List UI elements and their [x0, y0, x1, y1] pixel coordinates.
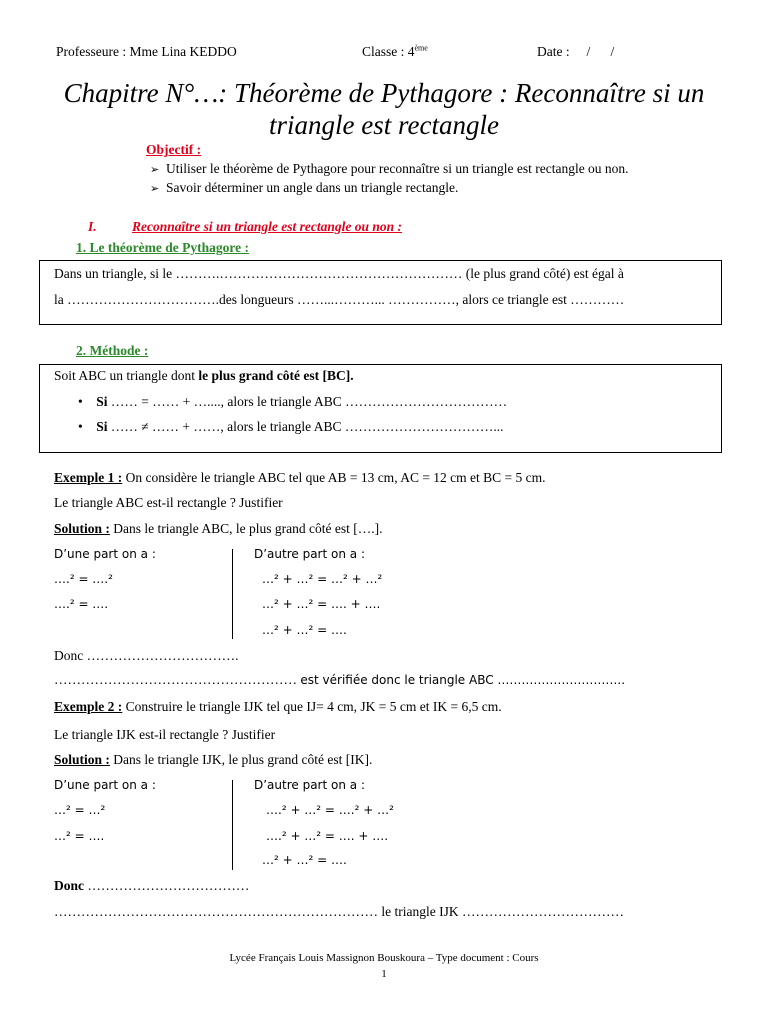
example2-right-line: ….² + …² = …. + ….: [266, 829, 389, 843]
example1-conclusion-dots: ………………………………………………: [54, 672, 301, 687]
example1-right-line: …² + …² = …. + ….: [262, 597, 381, 611]
example2-statement-text: Construire le triangle IJK tel que IJ= 4 cm, JK = 5 cm et IK = 6,5 cm.: [122, 699, 502, 714]
example1-left-line: ….² = ….²: [54, 572, 113, 586]
example1-conclusion-text: est vérifiée donc le triangle ABC …………………………..: [300, 673, 626, 687]
column-divider: [232, 780, 233, 870]
subsection-method-heading-text: 2. Méthode :: [76, 343, 149, 358]
theorem-line2: la …………………………….des longueurs ……...………... ……………, alors ce triangle est …………: [54, 292, 625, 307]
example2-conclusion: ……………………………………………………………… le triangle IJK ………………………………: [54, 904, 624, 919]
example1-right-line: …² + …² = …² + …²: [262, 572, 383, 586]
objective-item-text: Utiliser le théorème de Pythagore pour reconnaître si un triangle est rectangle ou non.: [165, 161, 629, 176]
teacher-name: Professeure : Mme Lina KEDDO: [56, 44, 237, 59]
example1-question: Le triangle ABC est-il rectangle ? Justifier: [54, 495, 283, 510]
method-item-si: Si: [96, 394, 108, 409]
method-item: [78, 419, 504, 435]
subsection-theorem-heading: [76, 240, 249, 256]
example1-left-line: ….² = ….: [54, 597, 109, 611]
example2-left-head: D’une part on a :: [54, 778, 156, 792]
class-level-text: Classe : 4: [362, 44, 415, 59]
objective-item: [150, 161, 629, 177]
bullet-icon: •: [78, 419, 83, 434]
subsection-method-heading: [76, 343, 148, 359]
example1-solution-label: Solution :: [54, 521, 110, 536]
page-title-line1: Chapitre N°…: Théorème de Pythagore : Reconnaître si un: [63, 78, 705, 108]
section-numeral: I.: [88, 219, 97, 234]
example1-conclusion: [54, 672, 625, 688]
example2-question: Le triangle IJK est-il rectangle ? Justifier: [54, 727, 276, 742]
example2-statement: [54, 699, 502, 715]
example2-left-line: …² = …²: [54, 803, 106, 817]
method-item-si: Si: [96, 419, 108, 434]
footer-school: Lycée Français Louis Massignon Bouskoura – Type document : Cours: [229, 952, 539, 964]
example1-statement: [54, 470, 546, 486]
date-field: Date : / /: [537, 44, 615, 59]
example2-left-line: …² = ….: [54, 829, 105, 843]
example2-donc-dots: ………………………………: [84, 878, 250, 893]
example2-right-head: D’autre part on a :: [254, 778, 365, 792]
page-number: 1: [381, 968, 387, 980]
section-heading: Reconnaître si un triangle est rectangle ou non :: [132, 219, 403, 234]
objective-item-text: Savoir déterminer un angle dans un triangle rectangle.: [165, 180, 459, 195]
example2-right-line: …² + …² = ….: [262, 853, 347, 867]
example2-donc-label: Donc: [54, 878, 84, 893]
arrow-bullet-icon: ➢: [150, 182, 160, 195]
class-level-sup: ème: [414, 43, 428, 53]
arrow-bullet-icon: ➢: [150, 163, 160, 176]
method-item-text: …… = …… + …...., alors le triangle ABC ………………………………: [107, 394, 508, 409]
bullet-icon: •: [78, 394, 83, 409]
example2-solution-label: Solution :: [54, 752, 110, 767]
column-divider: [232, 549, 233, 639]
example1-label: Exemple 1 :: [54, 470, 123, 485]
objective-item: [150, 180, 458, 196]
class-level: [362, 44, 428, 60]
example2-right-line: ….² + …² = ….² + …²: [266, 803, 394, 817]
method-intro: [54, 368, 354, 384]
example1-solution: [54, 521, 382, 537]
example2-label: Exemple 2 :: [54, 699, 123, 714]
page-title-line2: triangle est rectangle: [269, 110, 499, 140]
example2-donc: [54, 878, 249, 894]
example1-statement-text: On considère le triangle ABC tel que AB = 13 cm, AC = 12 cm et BC = 5 cm.: [122, 470, 546, 485]
example2-solution: [54, 752, 372, 768]
method-intro-text: Soit ABC un triangle dont: [54, 368, 199, 383]
example1-solution-text: Dans le triangle ABC, le plus grand côté est [….].: [109, 521, 383, 536]
subsection-theorem-heading-text: 1. Le théorème de Pythagore :: [76, 240, 249, 255]
example1-left-head: D’une part on a :: [54, 547, 156, 561]
method-intro-bold: le plus grand côté est [BC].: [198, 368, 354, 383]
example1-right-head: D’autre part on a :: [254, 547, 365, 561]
example1-donc: Donc …………………………….: [54, 648, 239, 663]
example2-solution-text: Dans le triangle IJK, le plus grand côté est [IK].: [109, 752, 373, 767]
example1-right-line: …² + …² = ….: [262, 623, 347, 637]
theorem-line1: Dans un triangle, si le ……….……………………………………………… (le plus grand côté) est égal à: [54, 266, 624, 281]
method-item-text: …… ≠ …… + ……, alors le triangle ABC ……………………………...: [107, 419, 504, 434]
objective-label: Objectif :: [146, 142, 202, 157]
method-item: [78, 394, 507, 410]
